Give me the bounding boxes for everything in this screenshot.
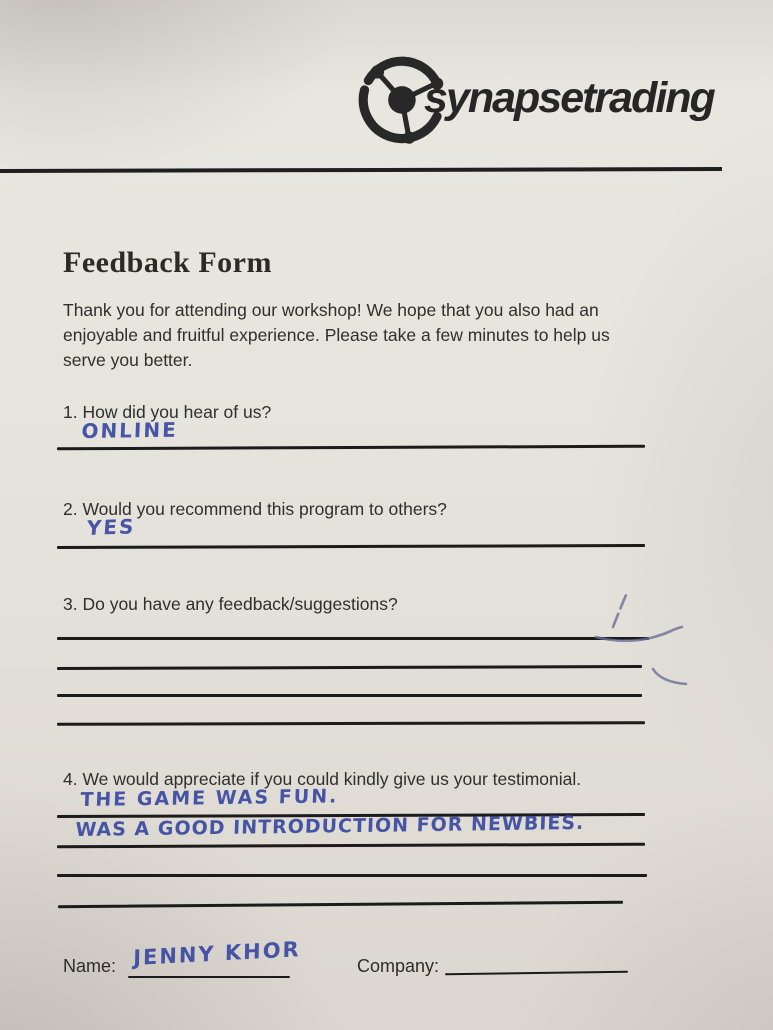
question-2-label: 2. Would you recommend this program to others? bbox=[63, 499, 447, 519]
question-3-label: 3. Do you have any feedback/suggestions? bbox=[63, 594, 398, 614]
question-4-handwritten-answer-1: THE GAME WAS FUN. bbox=[80, 785, 339, 811]
form-intro: Thank you for attending our workshop! We hope that you also had an enjoyable and fruitful experience. Please take a few minutes to help us serve you better. bbox=[63, 300, 610, 370]
stray-pen-marks bbox=[593, 583, 773, 698]
question-2-answer-line bbox=[57, 544, 645, 549]
company-label: Company: bbox=[357, 956, 440, 976]
name-line bbox=[128, 976, 290, 978]
question-4-handwritten-answer-2: WAS A GOOD INTRODUCTION FOR NEWBIES. bbox=[75, 811, 585, 841]
question-4-answer-line bbox=[58, 901, 623, 908]
question-4-answer-line bbox=[57, 874, 647, 877]
question-3-answer-line bbox=[57, 721, 645, 725]
company-line bbox=[445, 971, 628, 976]
question-3-answer-line bbox=[57, 694, 642, 697]
header-rule bbox=[0, 167, 722, 172]
brand-wordmark: synapsetrading bbox=[424, 74, 714, 122]
question-1-label: 1. How did you hear of us? bbox=[63, 402, 272, 422]
question-4-label: 4. We would appreciate if you could kindly give us your testimonial. bbox=[63, 769, 582, 789]
question-4-answer-line bbox=[57, 843, 645, 848]
question-2-handwritten-answer: YES bbox=[86, 514, 137, 540]
question-3-answer-line bbox=[57, 637, 649, 640]
question-3-answer-line bbox=[57, 665, 642, 670]
form-title: Feedback Form bbox=[63, 246, 272, 279]
name-handwritten-value: JENNY KHOR bbox=[133, 937, 301, 970]
question-1-handwritten-answer: ONLINE bbox=[81, 417, 179, 443]
question-1-answer-line bbox=[57, 445, 645, 450]
name-label: Name: bbox=[63, 956, 117, 976]
